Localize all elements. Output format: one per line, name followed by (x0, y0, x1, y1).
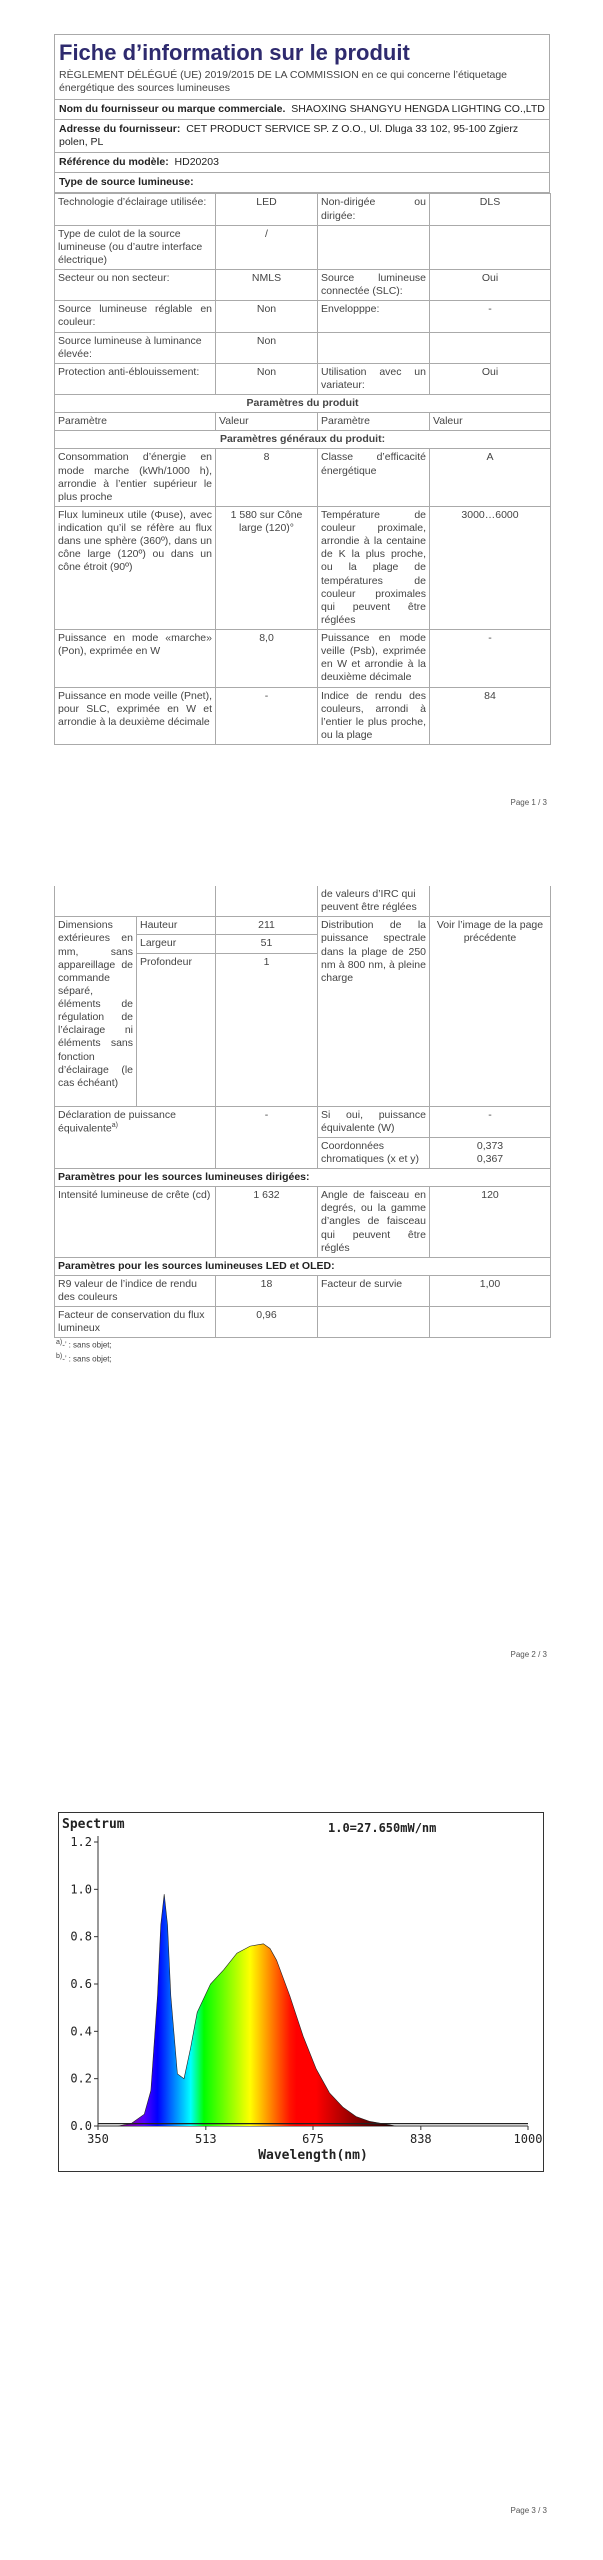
table-row (55, 886, 551, 917)
product-info-sheet-continued (54, 886, 550, 1366)
table-row (55, 1187, 551, 1258)
param-label: Température de couleur proximale, arrondie à la centaine de K la plus proche, ou la plage de températures de couleur proximales qui peuvent être réglées (318, 506, 430, 629)
param-value: - (430, 301, 551, 332)
equiv-power-value: - (430, 1106, 551, 1137)
y-tick-label: 0.4 (70, 2024, 92, 2039)
param-label: Consommation d’énergie en mode marche (kWh/1000 h), arrondie à l’entier supérieur le plus proche (55, 449, 216, 507)
param-value: A (430, 449, 551, 507)
table-row (55, 301, 551, 332)
y-tick-label: 0.8 (70, 1929, 92, 1944)
param-label-cont: de valeurs d’IRC qui peuvent être réglées (318, 886, 430, 917)
table-row (55, 1307, 551, 1338)
table-row (55, 332, 551, 363)
footnote-b-text: -’ : sans objet; (62, 1354, 112, 1364)
equiv-value: - (216, 1106, 318, 1169)
x-tick-label: 675 (302, 2132, 324, 2146)
footnote-a-text: -’ : sans objet; (62, 1341, 112, 1351)
column-header-param: Paramètre (55, 413, 216, 431)
general-params-heading: Paramètres généraux du produit: (55, 431, 551, 449)
param-value: Oui (430, 363, 551, 394)
table-row (55, 1275, 551, 1306)
intensity-label: Intensité lumineuse de crête (cd) (55, 1187, 216, 1258)
flux-maintenance-label: Facteur de conservation du flux lumineux (55, 1307, 216, 1338)
page-number: Page 1 / 3 (510, 798, 547, 807)
param-label: Secteur ou non secteur: (55, 270, 216, 301)
beam-angle-label: Angle de faisceau en degrés, ou la gamme d’angles de faisceau qui peuvent être réglés (318, 1187, 430, 1258)
table-row (55, 1106, 551, 1137)
regulation-text: RÈGLEMENT DÉLÉGUÉ (UE) 2019/2015 DE LA COMMISSION en ce qui concerne l’étiquetage énergétique des sources lumineuses (55, 67, 549, 100)
chroma-y: 0,367 (476, 1152, 504, 1165)
table-row (55, 630, 551, 688)
page-2 (0, 880, 603, 1680)
table-row (55, 687, 551, 745)
x-tick-label: 1000 (513, 2132, 543, 2146)
table-row (55, 917, 551, 935)
param-value: Oui (430, 270, 551, 301)
page-number: Page 3 / 3 (510, 2506, 547, 2515)
product-info-sheet (54, 34, 550, 745)
x-tick-label: 350 (87, 2132, 109, 2146)
beam-angle-value: 120 (430, 1187, 551, 1258)
param-value (430, 332, 551, 363)
param-label: Flux lumineux utile (Φuse), avec indication qu’il se réfère au flux dans une sphère (360º), dans un cône large (120º) ou dans un cône étroit (90º) (55, 506, 216, 629)
table-row (55, 449, 551, 507)
param-value: 84 (430, 687, 551, 745)
supplier-value: SHAOXING SHANGYU HENGDA LIGHTING CO.,LTD (291, 102, 545, 115)
param-label: Source lumineuse réglable en couleur: (55, 301, 216, 332)
param-label: Utilisation avec un variateur: (318, 363, 430, 394)
param-label: Protection anti-éblouissement: (55, 363, 216, 394)
x-tick-label: 513 (194, 2132, 217, 2146)
dim-value-depth: 1 (216, 953, 318, 1106)
column-header-value: Valeur (430, 413, 551, 431)
param-value: DLS (430, 194, 551, 225)
table-row (55, 225, 551, 269)
table-row (55, 270, 551, 301)
dim-label-depth: Profondeur (137, 953, 216, 1106)
y-tick-label: 1.0 (70, 1882, 92, 1897)
section-heading-row (55, 1169, 551, 1187)
section-heading-row (55, 431, 551, 449)
footnote-a (54, 1338, 550, 1352)
param-value: Non (216, 363, 318, 394)
survival-label: Facteur de survie (318, 1275, 430, 1306)
table-row (55, 194, 551, 225)
param-value: 8 (216, 449, 318, 507)
spectrum-chart (58, 1812, 544, 2172)
param-value: - (216, 687, 318, 745)
page-3 (0, 1800, 603, 2560)
section-heading-row (55, 1257, 551, 1275)
x-axis-label: Wavelength(nm) (258, 2148, 368, 2163)
supplier-row (55, 100, 549, 120)
param-label: Source lumineuse connectée (SLC): (318, 270, 430, 301)
model-label: Référence du modèle: (59, 156, 169, 169)
y-tick-label: 0.0 (70, 2119, 92, 2133)
table-row (55, 363, 551, 394)
chroma-label: Coordonnées chromatiques (x et y) (318, 1137, 430, 1168)
param-label (318, 332, 430, 363)
footnote-a-mark: a) (56, 1339, 63, 1347)
column-header-value: Valeur (216, 413, 318, 431)
r9-value: 18 (216, 1275, 318, 1306)
y-tick-label: 0.2 (70, 2071, 92, 2086)
param-value: 8,0 (216, 630, 318, 688)
param-value: Non (216, 332, 318, 363)
page-number: Page 2 / 3 (510, 1650, 547, 1659)
intensity-value: 1 632 (216, 1187, 318, 1258)
spectral-value: Voir l’image de la page précédente (430, 917, 551, 1106)
table-row (55, 506, 551, 629)
column-header-param: Paramètre (318, 413, 430, 431)
equiv-label-cell (55, 1106, 216, 1169)
x-tick-label: 838 (409, 2132, 432, 2146)
r9-label: R9 valeur de l’indice de rendu des couleurs (55, 1275, 216, 1306)
param-label: Puissance en mode «marche» (Pon), exprimée en W (55, 630, 216, 688)
dimensions-label: Dimensions extérieures en mm, sans appareillage de commande séparé, éléments de régulation de l’éclairage ni éléments sans fonction d’éclairage (le cas échéant) (55, 917, 137, 1106)
product-params-heading: Paramètres du produit (55, 395, 551, 413)
param-label: Envelopppe: (318, 301, 430, 332)
footnote-b (54, 1352, 550, 1366)
model-row (55, 153, 549, 173)
model-value: HD20203 (174, 156, 219, 169)
supplier-label: Nom du fournisseur ou marque commerciale. (59, 102, 286, 115)
params-table-continued (54, 886, 551, 1338)
column-header-row (55, 413, 551, 431)
address-label: Adresse du fournisseur: (59, 122, 181, 135)
param-label: Puissance en mode veille (Pnet), pour SLC, exprimée en W et arrondie à la deuxième décimale (55, 687, 216, 745)
dim-label-width: Largeur (137, 935, 216, 953)
led-params-heading: Paramètres pour les sources lumineuses LED et OLED: (55, 1257, 551, 1275)
footnote-b-mark: b) (56, 1353, 63, 1361)
y-tick-label: 1.2 (70, 1835, 92, 1849)
source-type-heading: Type de source lumineuse: (55, 173, 549, 193)
param-label (318, 225, 430, 269)
param-value (430, 225, 551, 269)
param-value: LED (216, 194, 318, 225)
param-label: Indice de rendu des couleurs, arrondi à l’entier le plus proche, ou la plage (318, 687, 430, 745)
param-label: Technologie d’éclairage utilisée: (55, 194, 216, 225)
param-label: Puissance en mode veille (Psb), exprimée en W et arrondie à la deuxième décimale (318, 630, 430, 688)
page-title: Fiche d’information sur le produit (59, 40, 410, 65)
address-row (55, 120, 549, 153)
dim-value-height: 211 (216, 917, 318, 935)
param-value: NMLS (216, 270, 318, 301)
equiv-label: Déclaration de puissance équivalente (58, 1108, 176, 1135)
y-tick-label: 0.6 (70, 1977, 92, 1991)
param-value: - (430, 630, 551, 688)
dim-label-height: Hauteur (137, 917, 216, 935)
chroma-x: 0,373 (476, 1139, 504, 1152)
chart-annotation: 1.0=27.650mW/nm (328, 1821, 437, 1835)
spectrum-chart-svg (58, 1812, 544, 2172)
chroma-values (430, 1137, 551, 1168)
param-value: 3000…6000 (430, 506, 551, 629)
param-value: / (216, 225, 318, 269)
equiv-power-label: Si oui, puissance équivalente (W) (318, 1106, 430, 1137)
param-label: Type de culot de la source lumineuse (ou d’autre interface électrique) (55, 225, 216, 269)
dim-value-width: 51 (216, 935, 318, 953)
survival-value: 1,00 (430, 1275, 551, 1306)
param-value: Non (216, 301, 318, 332)
address-value: CET PRODUCT SERVICE SP. Z O.O., Ul. Dluga 33 102, 95-100 Zgierz polen, PL (59, 122, 519, 148)
param-value: 1 580 sur Cône large (120)° (216, 506, 318, 629)
param-label: Non-dirigée ou dirigée: (318, 194, 430, 225)
header-box (54, 34, 550, 193)
page-1 (0, 0, 603, 810)
param-label: Source lumineuse à luminance élevée: (55, 332, 216, 363)
param-label: Classe d’efficacité énergétique (318, 449, 430, 507)
section-heading-row (55, 395, 551, 413)
spectral-label: Distribution de la puissance spectrale dans la plage de 250 nm à 800 nm, à pleine charge (318, 917, 430, 1106)
flux-maintenance-value: 0,96 (216, 1307, 318, 1338)
chart-title: Spectrum (62, 1817, 125, 1832)
equiv-sup: a) (111, 1121, 118, 1129)
source-type-table (54, 193, 551, 745)
directed-params-heading: Paramètres pour les sources lumineuses dirigées: (55, 1169, 551, 1187)
